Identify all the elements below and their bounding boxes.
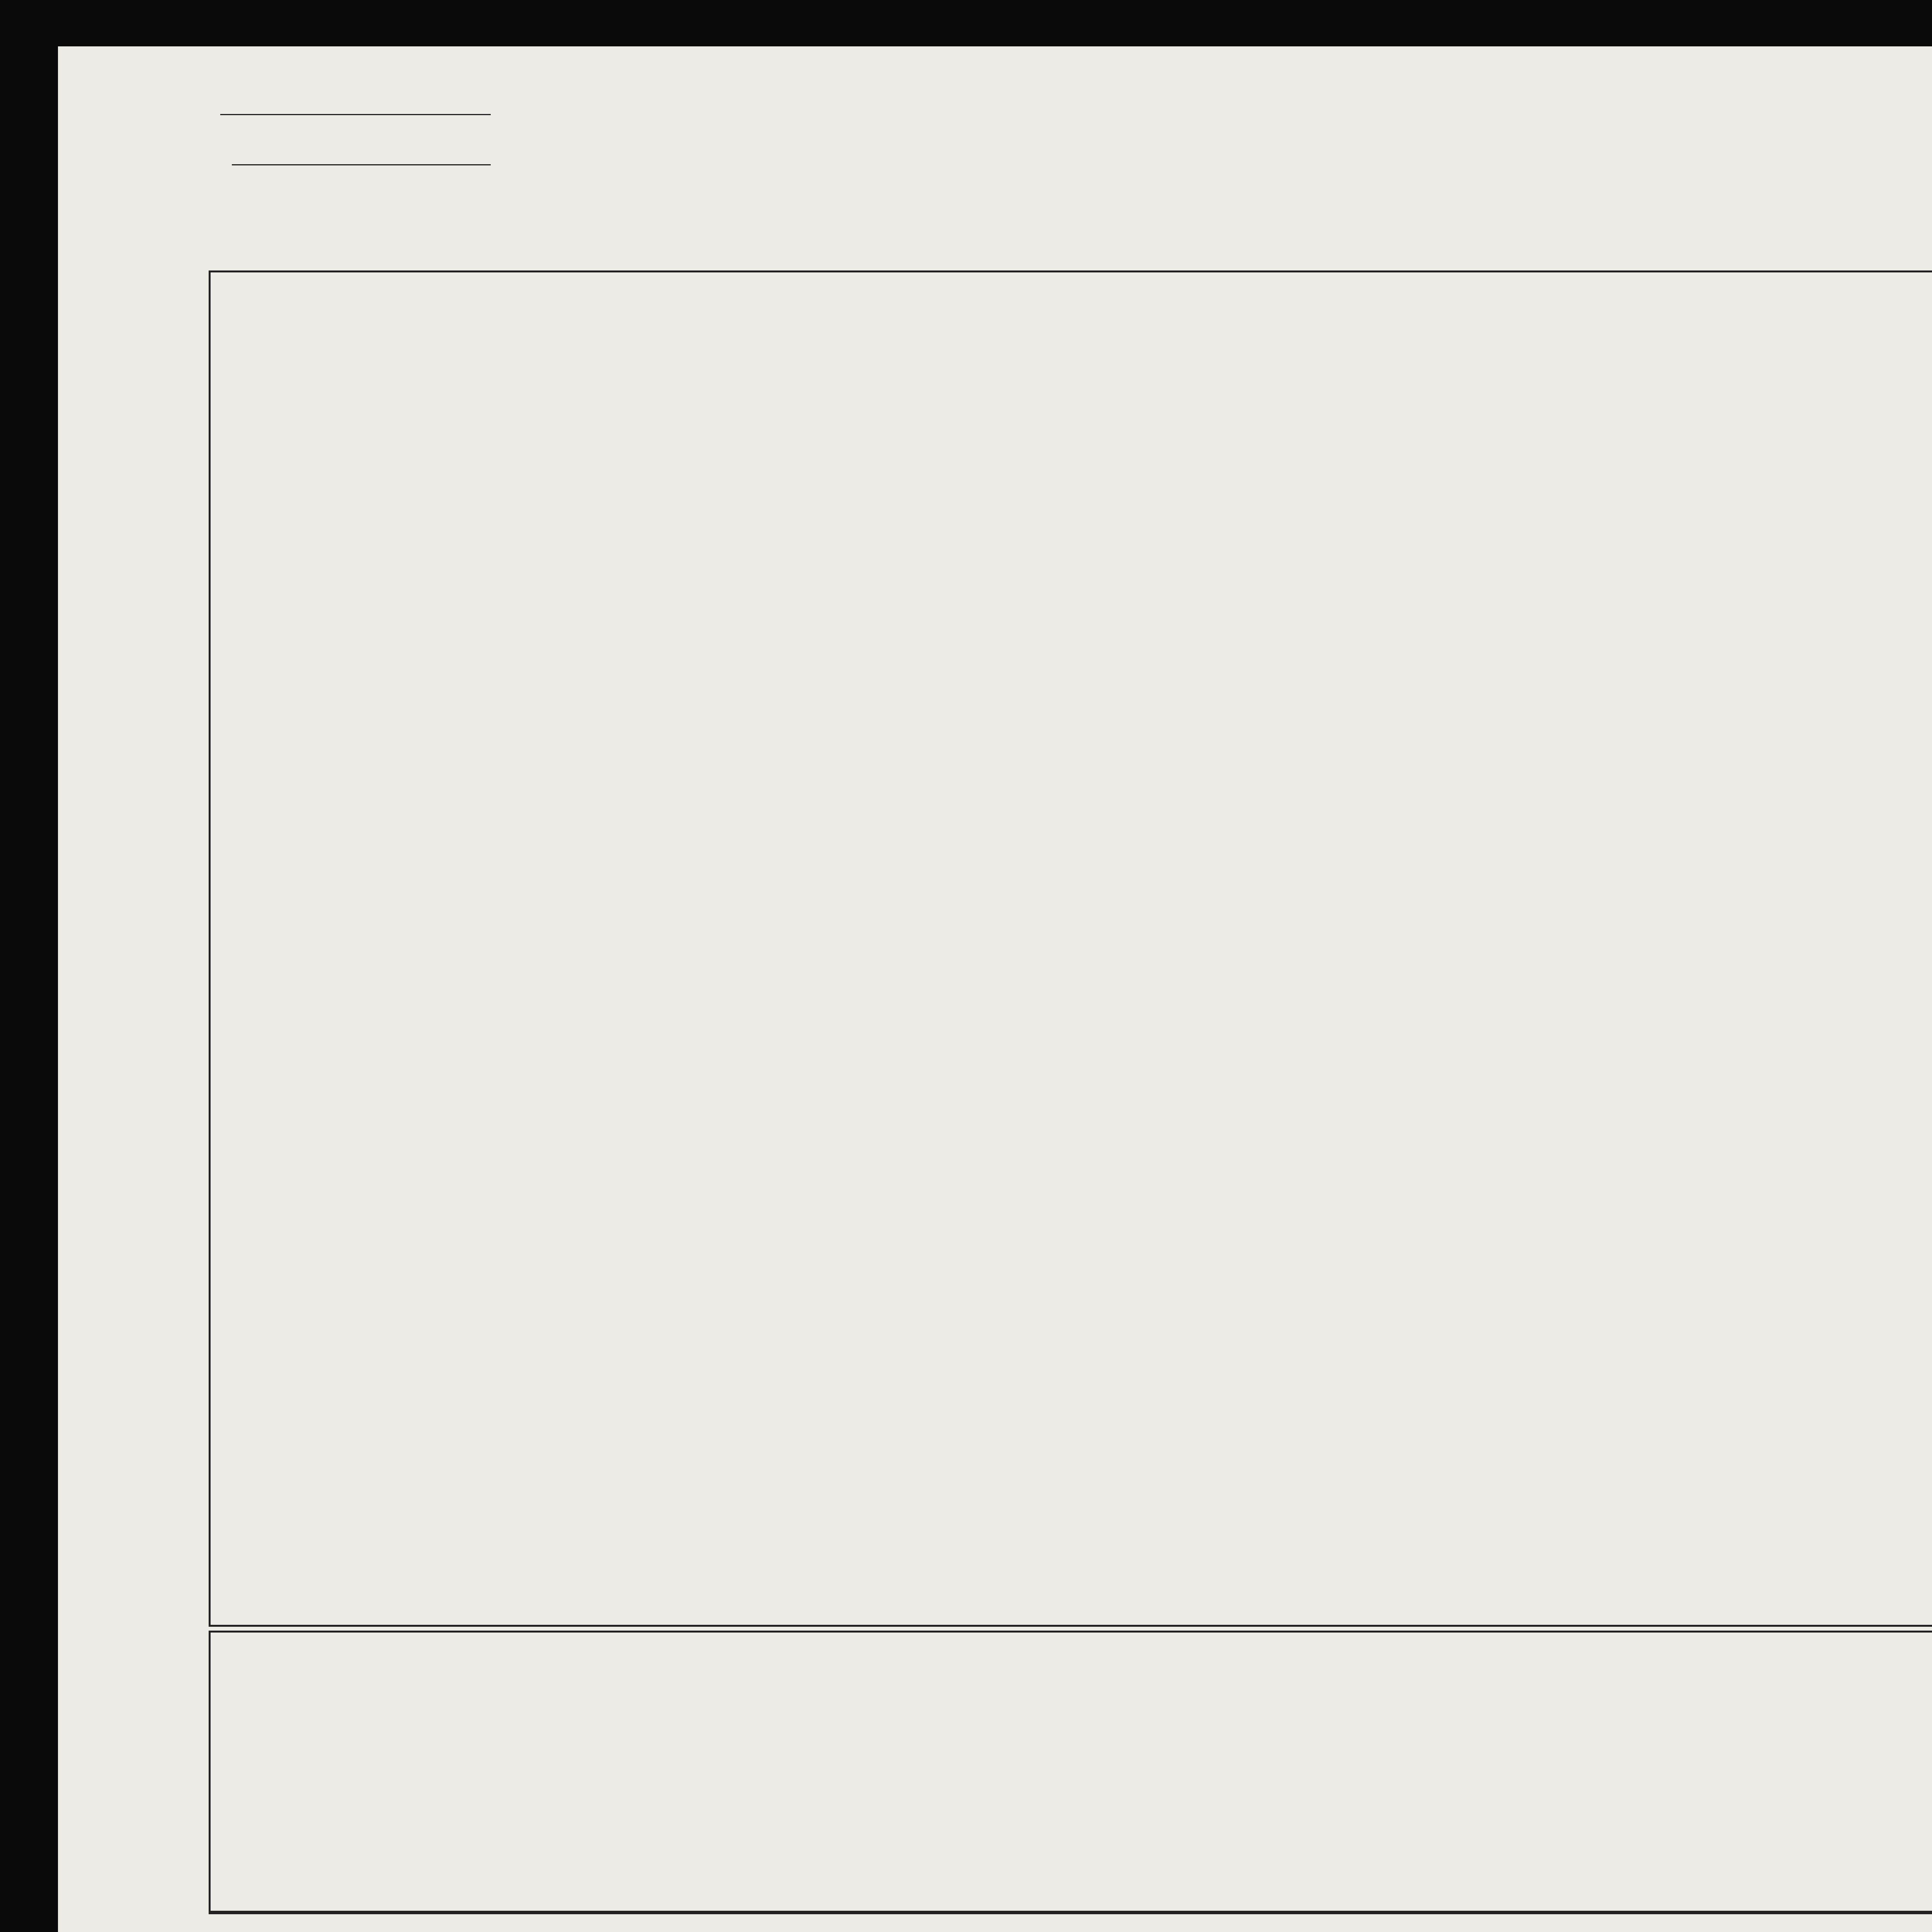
supplementary-questions	[209, 1631, 1932, 1913]
population-table	[209, 270, 1932, 1627]
census-sheet	[58, 46, 1932, 1932]
state-value	[220, 114, 491, 115]
county-value	[232, 164, 491, 165]
explanatory-notes	[209, 1913, 1932, 1932]
